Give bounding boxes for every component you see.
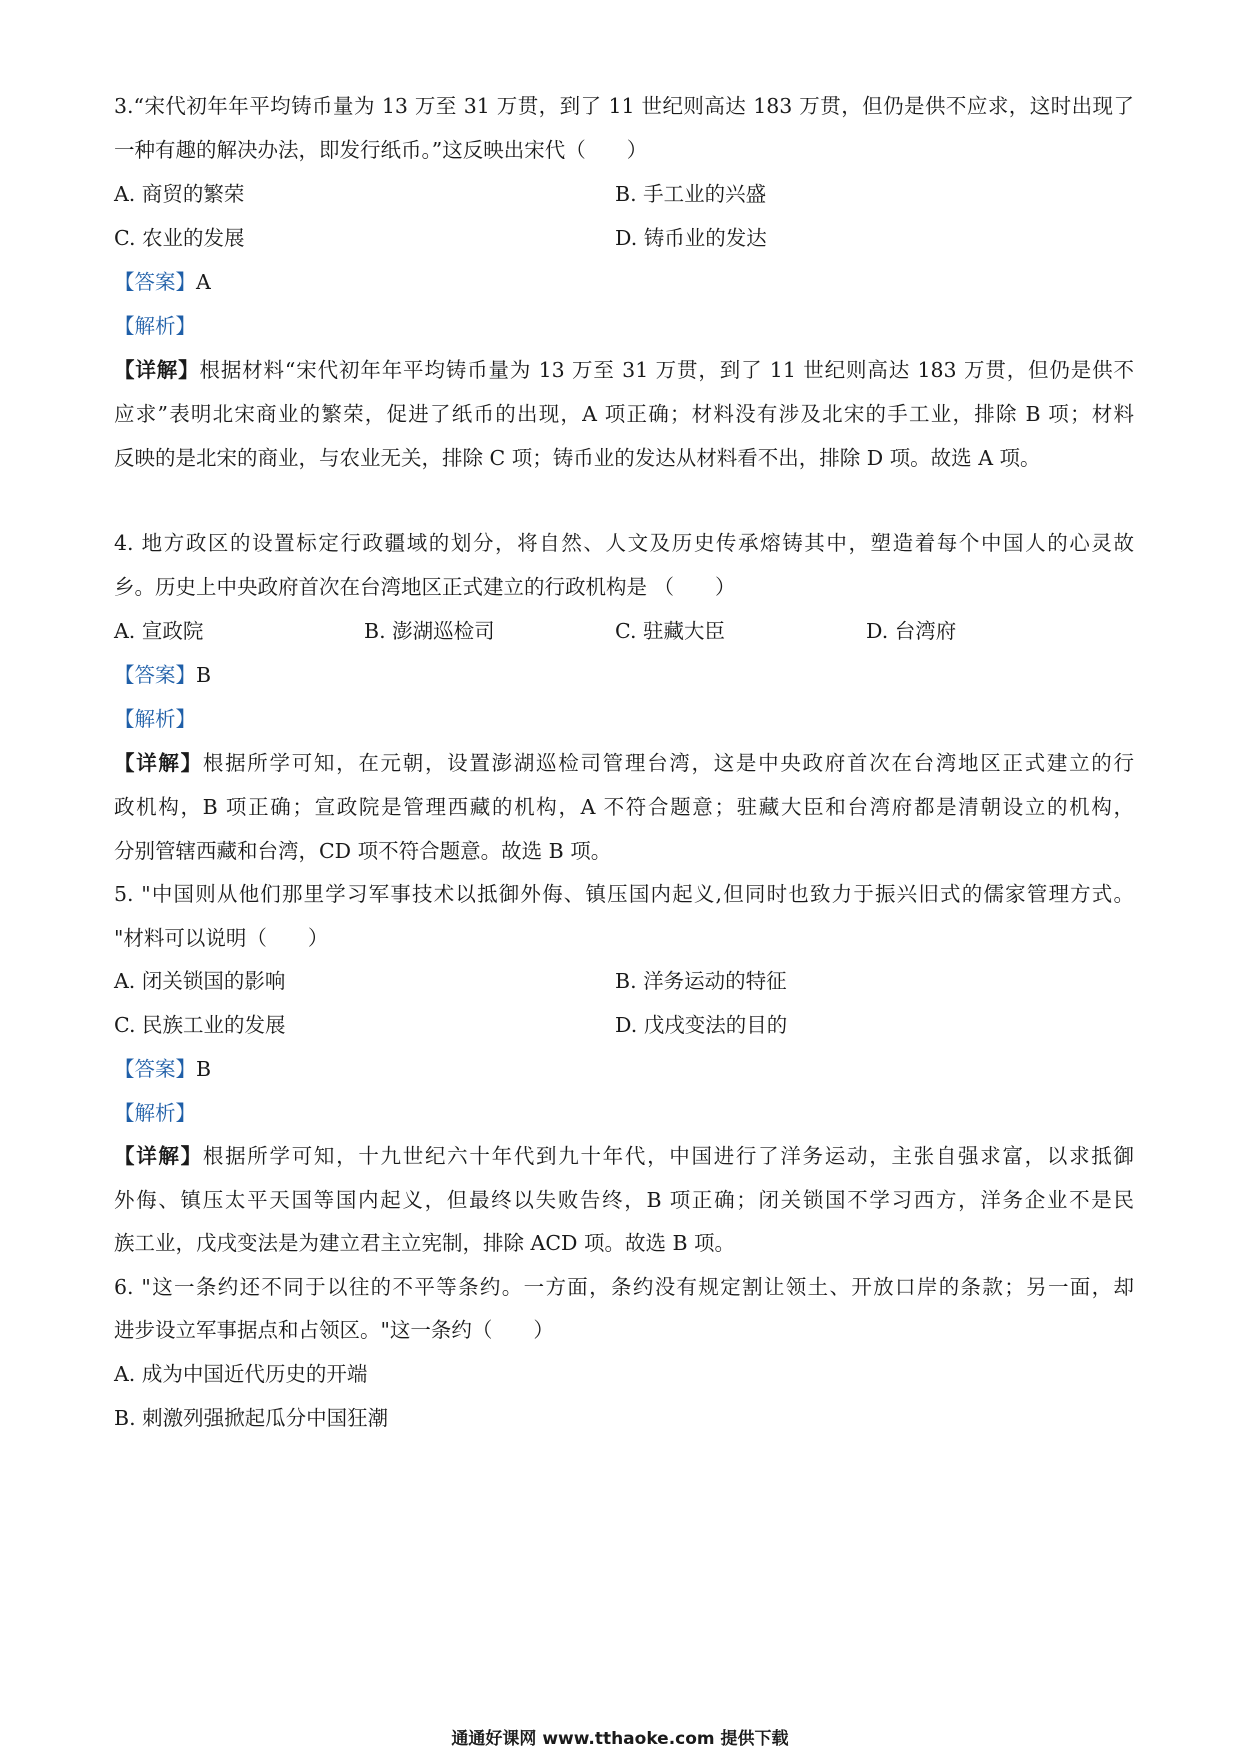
q4-detail-text-1: 根据所学可知，在元朝，设置澎湖巡检司管理台湾，这是中央政府首次在台湾地区正式建立的行: [202, 751, 1135, 775]
q6-stem-line-2: 进步设立军事据点和占领区。"这一条约（ ）: [114, 1318, 554, 1342]
q4-stem-line-1: 4. 地方政区的设置标定行政疆域的划分，将自然、人文及历史传承熔铸其中，塑造着每个中国人的心灵故: [114, 531, 1134, 555]
q6-stem-line-1: 6. "这一条约还不同于以往的不平等条约。一方面，条约没有规定割让领土、开放口岸的条款；另一面，却: [114, 1275, 1134, 1299]
q5-option-a: A. 闭关锁国的影响: [114, 969, 286, 993]
q5-option-d: D. 戊戌变法的目的: [615, 1013, 788, 1037]
q3-stem-line-1: 3.“宋代初年年平均铸币量为 13 万至 31 万贯，到了 11 世纪则高达 183 万贯，但仍是供不应求，这时出现了: [114, 94, 1134, 118]
q5-detail-line-1: [114, 1141, 1134, 1171]
q4-answer: [114, 660, 211, 690]
q4-detail-line-3: 分别管辖西藏和台湾，CD 项不符合题意。故选 B 项。: [114, 839, 612, 863]
q4-answer-value: B: [196, 663, 212, 687]
q4-analysis-tag: 【解析】: [114, 707, 196, 731]
q3-answer-value: A: [196, 270, 211, 294]
q4-option-c: C. 驻藏大臣: [615, 619, 725, 643]
q3-detail-text-1: 根据材料“宋代初年年平均铸币量为 13 万至 31 万贯，到了 11 世纪则高达 183 万贯，但仍是供不: [199, 358, 1134, 382]
q4-option-a: A. 宣政院: [114, 619, 204, 643]
q5-detail-line-3: 族工业，戊戌变法是为建立君主立宪制，排除 ACD 项。故选 B 项。: [114, 1231, 736, 1255]
q5-answer-tag: 【答案】: [114, 1057, 196, 1081]
q3-option-d: D. 铸币业的发达: [615, 226, 767, 250]
q5-detail-line-2: 外侮、镇压太平天国等国内起义，但最终以失败告终，B 项正确；闭关锁国不学习西方，洋务企业不是民: [114, 1188, 1134, 1212]
q6-option-b: B. 刺激列强掀起瓜分中国狂潮: [114, 1406, 389, 1430]
q3-detail-line-2: 应求”表明北宋商业的繁荣，促进了纸币的出现，A 项正确；材料没有涉及北宋的手工业，排除 B 项；材料: [114, 402, 1134, 426]
page-footer: 通通好课网 www.tthaoke.com 提供下载: [451, 1729, 789, 1749]
q4-detail-tag: 【详解】: [114, 751, 203, 775]
q4-detail-line-1: [114, 748, 1134, 778]
q5-option-b: B. 洋务运动的特征: [615, 969, 787, 993]
q5-answer-value: B: [196, 1057, 212, 1081]
q3-detail-line-3: 反映的是北宋的商业，与农业无关，排除 C 项；铸币业的发达从材料看不出，排除 D 项。故选 A 项。: [114, 446, 1041, 470]
q6-option-a: A. 成为中国近代历史的开端: [114, 1362, 368, 1386]
q4-detail-line-2: 政机构，B 项正确；宣政院是管理西藏的机构，A 不符合题意；驻藏大臣和台湾府都是清朝设立的机构，: [114, 795, 1134, 819]
q3-answer: [114, 267, 211, 297]
q3-analysis-tag: 【解析】: [114, 314, 196, 338]
q5-option-c: C. 民族工业的发展: [114, 1013, 286, 1037]
q5-answer: [114, 1054, 211, 1084]
q5-stem-line-2: "材料可以说明（ ）: [114, 926, 329, 950]
q4-option-b: B. 澎湖巡检司: [364, 619, 495, 643]
q3-option-c: C. 农业的发展: [114, 226, 245, 250]
q3-option-b: B. 手工业的兴盛: [615, 182, 767, 206]
q4-stem-line-2: 乡。历史上中央政府首次在台湾地区正式建立的行政机构是 （ ）: [114, 575, 736, 599]
q5-stem-line-1: 5. "中国则从他们那里学习军事技术以抵御外侮、镇压国内起义,但同时也致力于振兴旧式的儒家管理方式。: [114, 882, 1134, 906]
q3-detail-line-1: [114, 355, 1134, 385]
q3-stem-line-2: 一种有趣的解决办法，即发行纸币。”这反映出宋代（ ）: [114, 138, 648, 162]
q5-detail-tag: 【详解】: [114, 1144, 203, 1168]
q5-analysis-tag: 【解析】: [114, 1101, 196, 1125]
q3-answer-tag: 【答案】: [114, 270, 196, 294]
q4-answer-tag: 【答案】: [114, 663, 196, 687]
q3-option-a: A. 商贸的繁荣: [114, 182, 245, 206]
q4-option-d: D. 台湾府: [866, 619, 957, 643]
q5-detail-text-1: 根据所学可知，十九世纪六十年代到九十年代，中国进行了洋务运动，主张自强求富，以求抵御: [202, 1144, 1135, 1168]
q3-detail-tag: 【详解】: [114, 358, 200, 382]
